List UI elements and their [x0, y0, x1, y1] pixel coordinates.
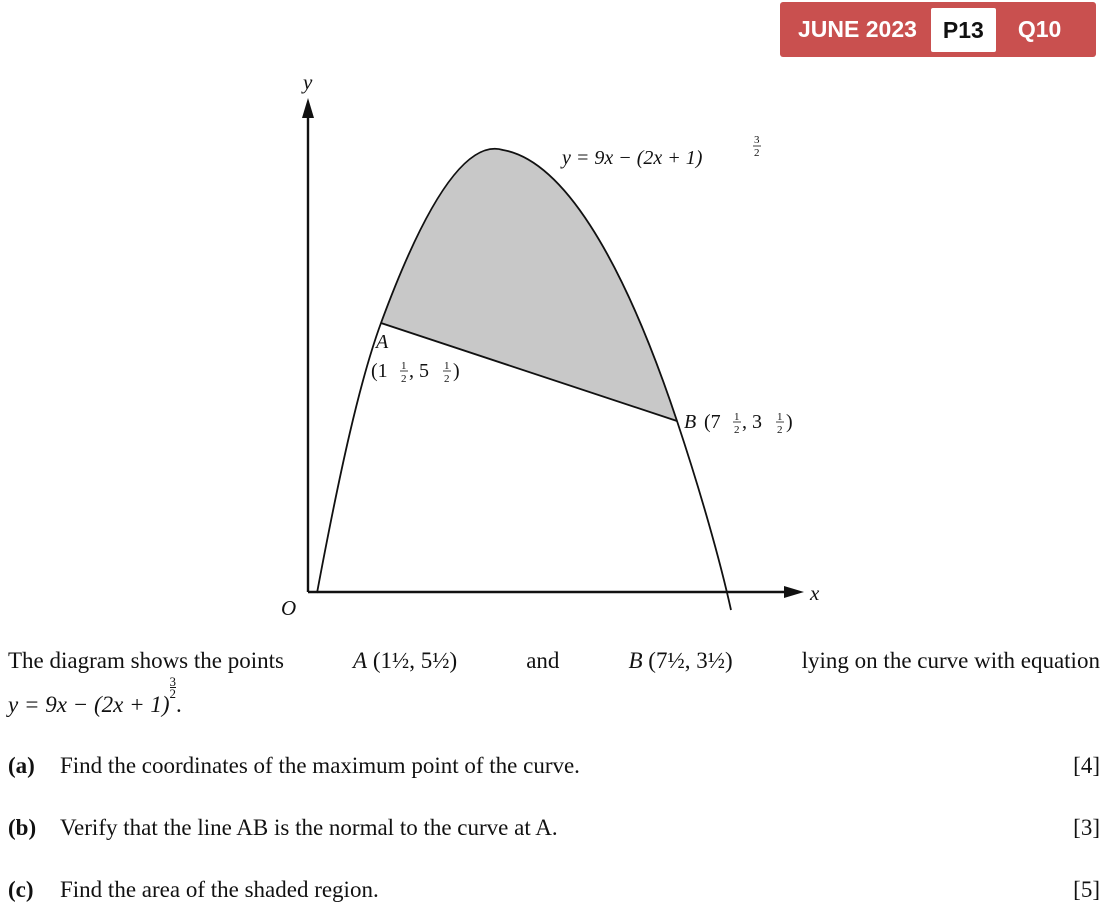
origin-label: O — [281, 596, 297, 620]
svg-text:2: 2 — [734, 424, 740, 436]
part-b-marks: [3] — [1073, 815, 1100, 840]
part-a-marks: [4] — [1073, 753, 1100, 778]
curve-exp-num: 3 — [754, 134, 760, 146]
part-b-letter: (b) — [8, 815, 37, 840]
svg-text:, 3: , 3 — [742, 411, 762, 433]
x-axis-arrow — [784, 586, 804, 598]
part-c — [8, 877, 379, 903]
part-c-text: Find the area of the shaded region. — [60, 877, 379, 902]
y-axis-label: y — [303, 70, 313, 94]
stem-equation: y = 9x − (2x + 1) — [8, 692, 170, 717]
stem-text-2: lying on the curve with equation — [801, 648, 1100, 673]
stem-text-1: The diagram shows the points — [8, 648, 284, 673]
svg-text:): ) — [786, 411, 793, 433]
stem-point-b: B (7½, 3½) — [628, 648, 733, 673]
exam-date-label: JUNE 2023 — [798, 16, 917, 42]
part-c-letter: (c) — [8, 877, 34, 902]
point-a-label: A — [376, 331, 389, 353]
curve-exp-den: 2 — [754, 147, 760, 159]
question-equation: y = 9x − (2x + 1) $\frac{3}{2}$. — [8, 674, 182, 717]
part-b — [8, 815, 558, 841]
svg-text:): ) — [453, 360, 460, 382]
svg-text:, 5: , 5 — [409, 360, 429, 382]
stem-point-a: A (1½, 5½) — [353, 648, 458, 673]
svg-text:2: 2 — [444, 373, 450, 385]
svg-text:1: 1 — [734, 411, 740, 423]
point-b-coords: (7 — [704, 411, 721, 433]
part-c-marks: [5] — [1073, 877, 1100, 902]
svg-text:1: 1 — [777, 411, 783, 423]
question-stem — [8, 648, 1100, 674]
y-axis-arrow — [302, 98, 314, 118]
x-axis-label: x — [810, 581, 820, 605]
point-a-coords: (1 — [371, 360, 388, 382]
svg-text:2: 2 — [401, 373, 407, 385]
question-number-label: Q10 — [1017, 16, 1062, 42]
part-a-text: Find the coordinates of the maximum point of the curve. — [60, 753, 580, 778]
paper-label: P13 — [931, 8, 996, 52]
point-b-label: B — [684, 411, 697, 433]
svg-text:2: 2 — [777, 424, 783, 436]
curve-equation-label: y = 9x − (2x + 1) — [562, 147, 703, 169]
stem-and: and — [526, 648, 560, 673]
part-a-letter: (a) — [8, 753, 35, 778]
svg-text:1: 1 — [401, 360, 407, 372]
svg-text:1: 1 — [444, 360, 450, 372]
stem-exponent: $\frac{3}{2}$ — [169, 674, 177, 701]
part-b-text: Verify that the line AB is the normal to the curve at A. — [60, 815, 558, 840]
part-a — [8, 753, 580, 779]
